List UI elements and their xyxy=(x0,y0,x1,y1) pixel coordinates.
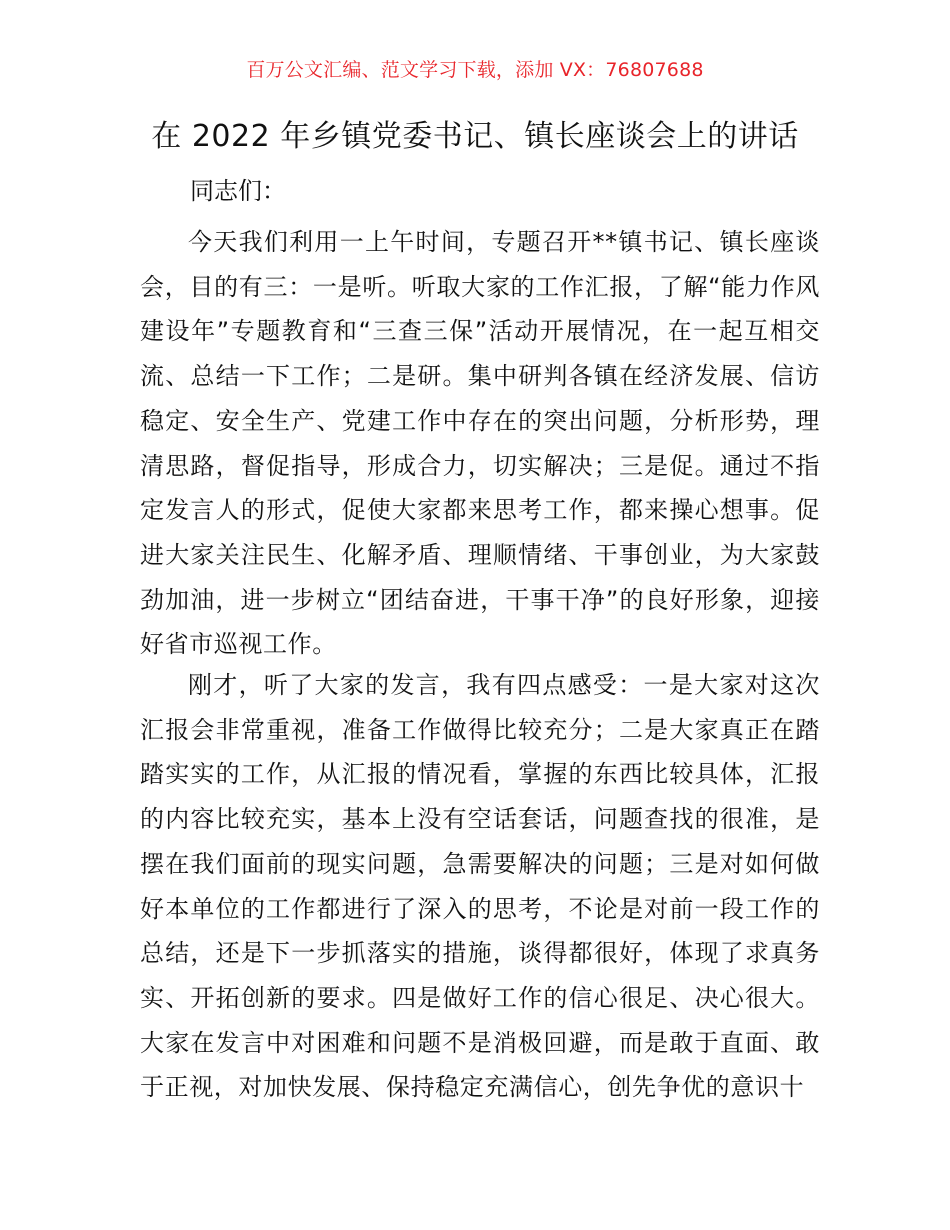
paragraph-2: 刚才，听了大家的发言，我有四点感受：一是大家对这次汇报会非常重视，准备工作做得比较充分；二是大家真正在踏踏实实的工作，从汇报的情况看，掌握的东西比较具体，汇报的内容比较充实，基本上没有空话套话，问题查找的很准，是摆在我们面前的现实问题，急需要解决的问题；三是对如何做好本单位的工作都进行了深入的思考，不论是对前一段工作的总结，还是下一步抓落实的措施，谈得都很好，体现了求真务实、开拓创新的要求。四是做好工作的信心很足、决心很大。大家在发言中对困难和问题不是消极回避，而是敢于直面、敢于正视，对加快发展、保持稳定充满信心，创先争优的意识十 xyxy=(140,671,820,1102)
paragraph-1: 今天我们利用一上午时间，专题召开**镇书记、镇长座谈会，目的有三：一是听。听取大家的工作汇报，了解“能力作风建设年”专题教育和“三查三保”活动开展情况，在一起互相交流、总结一下工作；二是研。集中研判各镇在经济发展、信访稳定、安全生产、党建工作中存在的突出问题，分析形势，理清思路，督促指导，形成合力，切实解决；三是促。通过不指定发言人的形式，促使大家都来思考工作，都来操心想事。促进大家关注民生、化解矛盾、理顺情绪、干事创业，为大家鼓劲加油，进一步树立“团结奋进，干事干净”的良好形象，迎接好省市巡视工作。 xyxy=(140,228,820,659)
page-title: 在 2022 年乡镇党委书记、镇长座谈会上的讲话 xyxy=(151,119,799,154)
salutation: 同志们： xyxy=(190,177,286,205)
watermark-header: 百万公文汇编、范文学习下载，添加 VX：76807688 xyxy=(246,59,704,81)
